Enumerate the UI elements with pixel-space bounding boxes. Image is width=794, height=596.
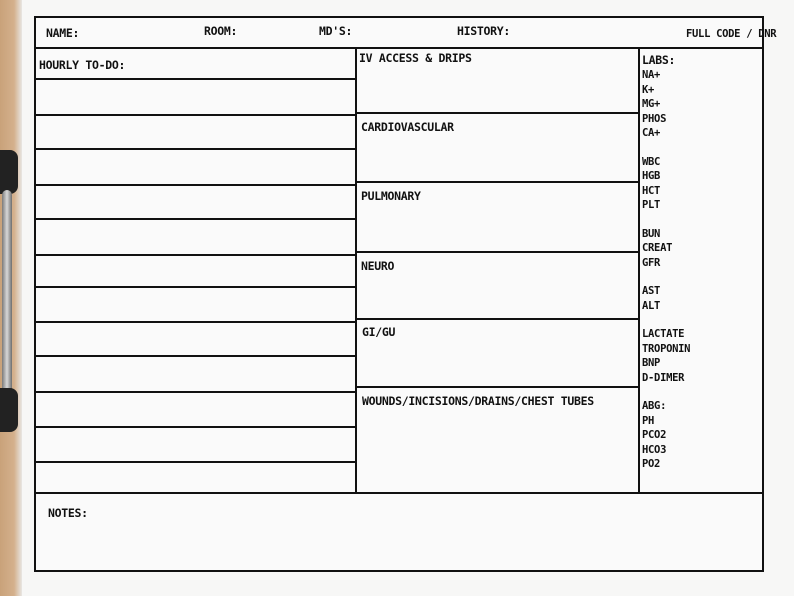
lab-item: GFR [642, 256, 661, 269]
history-label: HISTORY: [457, 24, 510, 38]
system-label-neuro: NEURO [361, 259, 395, 273]
lab-item: ALT [642, 299, 661, 312]
system-divider [355, 251, 640, 253]
lab-item: NA+ [642, 69, 661, 81]
lab-item: D-DIMER [642, 371, 685, 384]
labs-group-renal [642, 227, 690, 271]
system-label-iv: IV ACCESS & DRIPS [359, 51, 472, 65]
lab-item: PLT [642, 199, 661, 211]
labs-list [642, 52, 690, 472]
lab-item: MG+ [642, 98, 661, 110]
hourly-row-line [36, 184, 355, 186]
notes-title: NOTES: [48, 506, 88, 520]
lab-item: PHOS [642, 112, 667, 125]
hourly-row-line [36, 461, 355, 463]
labs-group-electrolytes [642, 68, 690, 141]
lab-item: HGB [642, 170, 661, 182]
clipboard-clip-bottom [0, 388, 18, 432]
labs-group-cbc [642, 155, 690, 213]
lab-item: HCT [642, 184, 661, 197]
lab-item: WBC [642, 155, 661, 168]
lab-item: PH [642, 414, 655, 427]
lab-item: K+ [642, 83, 655, 96]
notes-divider [36, 492, 762, 494]
room-label: ROOM: [204, 24, 238, 38]
system-divider [355, 181, 640, 183]
name-label: NAME: [46, 26, 80, 40]
hourly-row-line [36, 218, 355, 220]
hourly-row-line [36, 78, 355, 80]
clipboard-wire [2, 190, 12, 400]
system-divider [355, 386, 640, 388]
clipboard-clip-top [0, 150, 18, 194]
lab-item: PCO2 [642, 429, 667, 441]
system-label-cardio: CARDIOVASCULAR [361, 120, 454, 134]
lab-item: TROPONIN [642, 342, 691, 355]
lab-item: CREAT [642, 242, 673, 254]
hourly-row-line [36, 254, 355, 256]
hourly-row-line [36, 426, 355, 428]
hourly-row-line [36, 321, 355, 323]
code-status-label: FULL CODE / DNR [686, 28, 777, 40]
lab-item: AST [642, 285, 661, 297]
system-divider [355, 112, 640, 114]
lab-item: BNP [642, 357, 661, 369]
hourly-row-line [36, 148, 355, 150]
hourly-row-line [36, 286, 355, 288]
lab-item: ABG: [642, 400, 667, 412]
labs-group-cardiac [642, 327, 690, 385]
system-label-wounds: WOUNDS/INCISIONS/DRAINS/CHEST TUBES [362, 394, 594, 408]
lab-item: CA+ [642, 127, 661, 139]
system-divider [355, 318, 640, 320]
system-label-pulmonary: PULMONARY [361, 189, 421, 203]
hourly-row-line [36, 355, 355, 357]
report-sheet [34, 16, 777, 572]
lab-item: BUN [642, 227, 661, 240]
lab-item: LACTATE [642, 328, 685, 340]
header-divider [36, 47, 762, 49]
column-divider-right [638, 47, 640, 494]
system-label-gigu: GI/GU [362, 325, 396, 339]
mds-label: MD'S: [319, 24, 353, 38]
hourly-todo-title: HOURLY TO-DO: [39, 58, 126, 72]
labs-group-liver [642, 284, 690, 313]
column-divider-left [355, 47, 357, 494]
lab-item: PO2 [642, 458, 661, 470]
lab-item: HCO3 [642, 443, 667, 456]
hourly-row-line [36, 114, 355, 116]
labs-title: LABS: [642, 53, 676, 67]
labs-group-abg [642, 399, 690, 472]
hourly-row-line [36, 391, 355, 393]
